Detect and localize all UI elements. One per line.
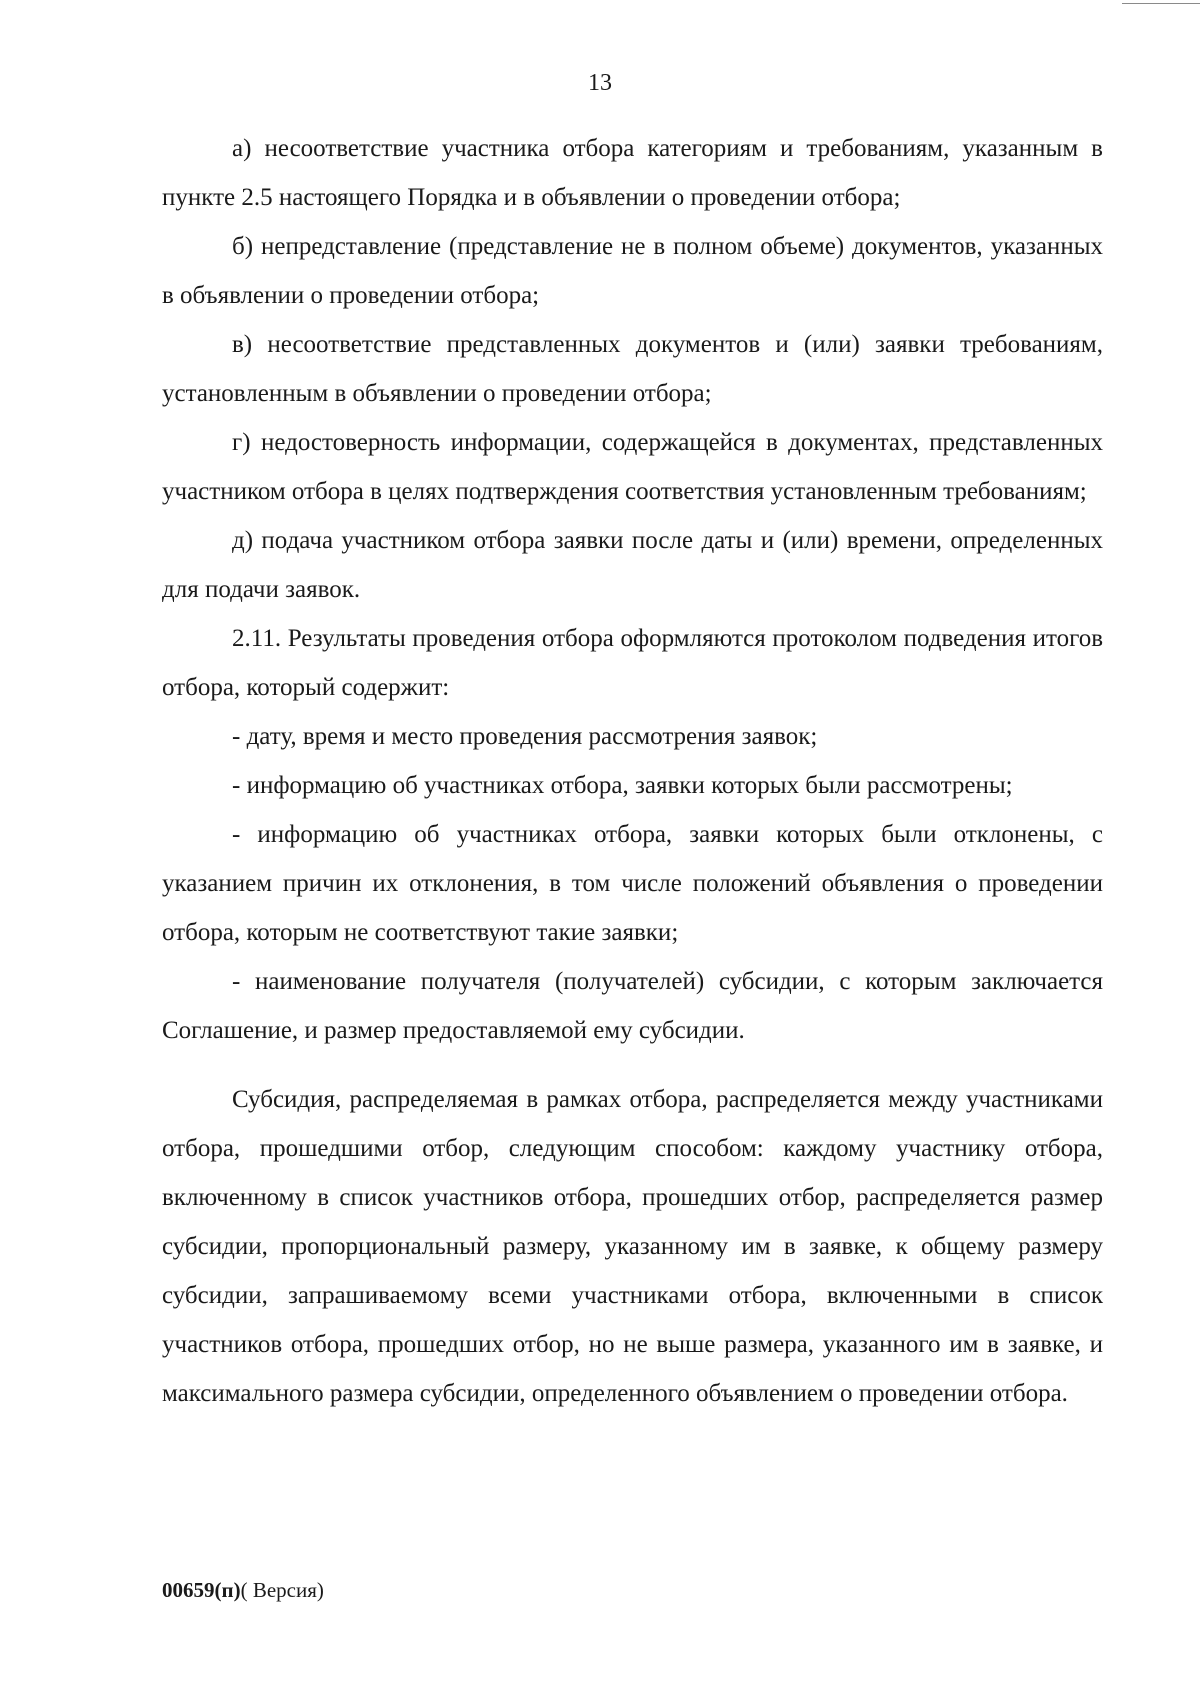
rejection-reason-d: д) подача участником отбора заявки после даты и (или) времени, определенных для подачи заявок. <box>162 527 1103 603</box>
page-number: 13 <box>588 70 612 96</box>
subsidy-distribution-paragraph: Субсидия, распределяемая в рамках отбора, распределяется между участниками отбора, прошедшими отбор, следующим способом: каждому участнику отбора, включенному в список участников отбора, прошедших отбор, распределяется размер субсидии, пропорциональный размеру, указанному им в заявке, к общему размеру субсидии, запрашиваемому всеми участниками отбора, включенными в список участников отбора, прошедших отбор, но не выше размера, указанного им в заявке, и максимального размера субсидии, определенного объявлением о проведении отбора. <box>162 1086 1103 1407</box>
protocol-item-recipient: - наименование получателя (получателей) субсидии, с которым заключается Соглашение, и размер предоставляемой ему субсидии. <box>162 968 1103 1044</box>
protocol-item-reviewed: - информацию об участниках отбора, заявки которых были рассмотрены; <box>232 772 1013 799</box>
corner-divider <box>1122 3 1200 4</box>
document-version: ( Версия) <box>240 1578 324 1602</box>
clause-2-11: 2.11. Результаты проведения отбора оформляются протоколом подведения итогов отбора, который содержит: <box>162 625 1103 701</box>
document-code: 00659(п) <box>162 1578 241 1602</box>
rejection-reason-b: б) непредставление (представление не в полном объеме) документов, указанных в объявлении о проведении отбора; <box>162 233 1103 309</box>
rejection-reason-v: в) несоответствие представленных документов и (или) заявки требованиям, установленным в объявлении о проведении отбора; <box>162 331 1103 407</box>
document-body <box>162 124 1103 1418</box>
rejection-reason-a: а) несоответствие участника отбора категориям и требованиям, указанным в пункте 2.5 настоящего Порядка и в объявлении о проведении отбора; <box>162 135 1103 211</box>
document-footer <box>162 1576 324 1604</box>
rejection-reason-g: г) недостоверность информации, содержащейся в документах, представленных участником отбора в целях подтверждения соответствия установленным требованиям; <box>162 429 1103 505</box>
protocol-item-date: - дату, время и место проведения рассмотрения заявок; <box>232 723 818 750</box>
protocol-item-rejected: - информацию об участниках отбора, заявки которых были отклонены, с указанием причин их отклонения, в том числе положений объявления о проведении отбора, которым не соответствуют такие заявки; <box>162 821 1103 946</box>
